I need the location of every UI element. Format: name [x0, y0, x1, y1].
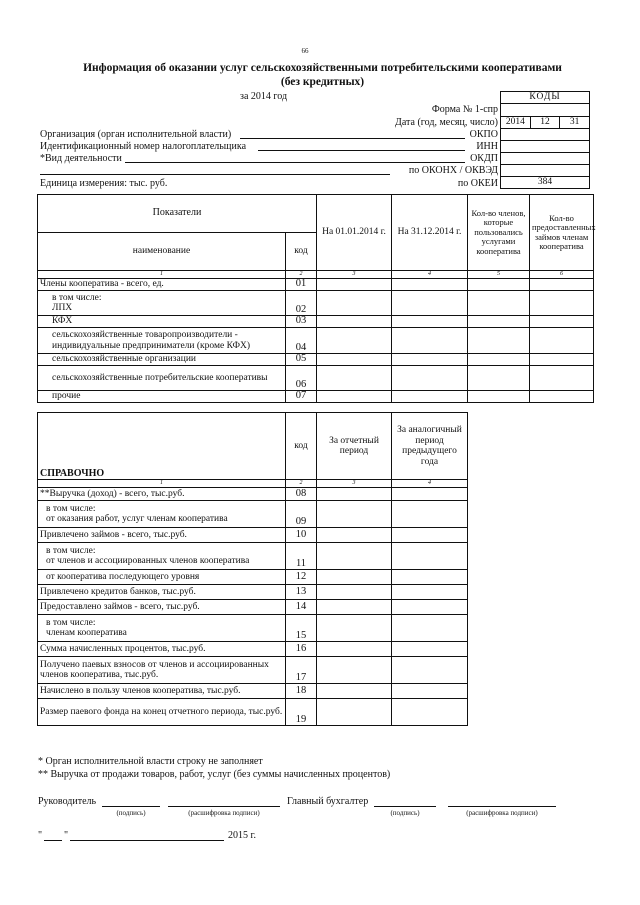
row-name: в том числе: членам кооператива: [38, 615, 286, 642]
colnum: 3: [317, 480, 392, 488]
value-cell[interactable]: [392, 501, 468, 528]
row-name: сельскохозяйственные потребительские кооперативы: [38, 366, 286, 391]
value-cell[interactable]: [392, 354, 468, 366]
okdp-cell[interactable]: [501, 153, 590, 165]
colnum: 4: [392, 480, 468, 488]
row-code: 04: [286, 328, 317, 354]
row-name: Сумма начисленных процентов, тыс.руб.: [38, 642, 286, 657]
row-name: в том числе: от членов и ассоциированных членов кооператива: [38, 543, 286, 570]
value-cell[interactable]: [317, 570, 392, 585]
title-line1: Информация об оказании услуг сельскохозяйственными потребительскими кооперативами: [83, 62, 562, 74]
table-row: [38, 391, 594, 403]
row-name: в том числе: от оказания работ, услуг членам кооператива: [38, 501, 286, 528]
value-cell[interactable]: [317, 488, 392, 501]
reference-table: [37, 412, 468, 726]
table-row: [38, 316, 594, 328]
year-label: 2015 г.: [228, 830, 256, 841]
org-field[interactable]: [240, 128, 465, 139]
value-cell[interactable]: [468, 391, 530, 403]
period-label: за 2014 год: [240, 91, 288, 102]
table-row: [38, 699, 468, 726]
value-cell[interactable]: [317, 528, 392, 543]
head-decode-field[interactable]: [168, 796, 280, 807]
accountant-decode-caption: (расшифровка подписи): [466, 809, 538, 817]
table-row: [38, 585, 468, 600]
colnum: 2: [286, 271, 317, 279]
table-row: [38, 600, 468, 615]
value-cell[interactable]: [317, 600, 392, 615]
accountant-signature-field[interactable]: [374, 796, 436, 807]
date-month[interactable]: 12: [530, 117, 560, 129]
header-prev-period: За аналогичный период предыдущего года: [392, 413, 468, 480]
value-cell[interactable]: [530, 316, 594, 328]
table-row: [38, 570, 468, 585]
value-cell[interactable]: [468, 291, 530, 316]
table-row: [38, 642, 468, 657]
unit-label: Единица измерения: тыс. руб.: [40, 178, 168, 189]
header-members-used: Кол-во членов, которые пользовались услугами кооператива: [468, 195, 530, 271]
row-name: Предоставлено займов - всего, тыс.руб.: [38, 600, 286, 615]
row-code: 13: [286, 585, 317, 600]
value-cell[interactable]: [317, 354, 392, 366]
value-cell[interactable]: [468, 279, 530, 291]
value-cell[interactable]: [392, 366, 468, 391]
value-cell[interactable]: [392, 684, 468, 699]
value-cell[interactable]: [317, 684, 392, 699]
header-loans: Кол-во предоставленных займов членам кооператива: [530, 195, 594, 271]
accountant-decode-field[interactable]: [448, 796, 556, 807]
head-sig-caption: (подпись): [116, 809, 146, 817]
value-cell[interactable]: [317, 699, 392, 726]
accountant-label: Главный бухгалтер: [287, 796, 369, 807]
table-row: [38, 279, 594, 291]
okonh-label: по ОКОНХ / ОКВЭД: [408, 165, 498, 176]
row-code: 06: [286, 366, 317, 391]
okei-label: по ОКЕИ: [457, 178, 498, 189]
value-cell[interactable]: [392, 391, 468, 403]
header-reference: СПРАВОЧНО: [38, 413, 286, 480]
month-field[interactable]: [70, 830, 224, 841]
row-name: прочие: [38, 391, 286, 403]
value-cell[interactable]: [392, 657, 468, 684]
row-name: Привлечено займов - всего, тыс.руб.: [38, 528, 286, 543]
table-row: [38, 328, 594, 354]
value-cell[interactable]: [392, 615, 468, 642]
row-name: Начислено в пользу членов кооператива, тыс.руб.: [38, 684, 286, 699]
value-cell[interactable]: [317, 316, 392, 328]
row-name: Получено паевых взносов от членов и ассоциированных членов кооператива, тыс.руб.: [38, 657, 286, 684]
header-date2: На 31.12.2014 г.: [392, 195, 468, 271]
value-cell[interactable]: [530, 391, 594, 403]
value-cell[interactable]: [317, 291, 392, 316]
value-cell[interactable]: [392, 600, 468, 615]
row-name: сельскохозяйственные организации: [38, 354, 286, 366]
org-label: Организация (орган исполнительной власти): [40, 129, 232, 140]
head-decode-caption: (расшифровка подписи): [188, 809, 260, 817]
value-cell[interactable]: [317, 642, 392, 657]
row-code: 08: [286, 488, 317, 501]
okdp-label: ОКДП: [470, 153, 498, 164]
row-code: 05: [286, 354, 317, 366]
value-cell[interactable]: [317, 328, 392, 354]
inn-row-label: Идентификационный номер налогоплательщика: [40, 141, 247, 152]
header-period: За отчетный период: [317, 413, 392, 480]
value-cell[interactable]: [392, 316, 468, 328]
colnum: 1: [38, 480, 286, 488]
colnum: 6: [530, 271, 594, 279]
table-row: [38, 501, 468, 528]
head-label: Руководитель: [38, 796, 97, 807]
form-code-cell[interactable]: [501, 104, 590, 117]
codes-table: [500, 91, 590, 189]
value-cell[interactable]: [530, 328, 594, 354]
row-code: 11: [286, 543, 317, 570]
value-cell[interactable]: [317, 279, 392, 291]
header-indicators: Показатели: [38, 195, 317, 233]
inn-cell[interactable]: [501, 141, 590, 153]
value-cell[interactable]: [468, 354, 530, 366]
accountant-sig-caption: (подпись): [390, 809, 420, 817]
row-name: в том числе: ЛПХ: [38, 291, 286, 316]
header-code: код: [286, 233, 317, 271]
row-name: КФХ: [38, 316, 286, 328]
value-cell[interactable]: [392, 291, 468, 316]
activity-field-2[interactable]: [40, 164, 390, 175]
form-label: Форма № 1-спр: [431, 104, 498, 115]
row-code: 17: [286, 657, 317, 684]
date-quote-close: ": [64, 830, 69, 841]
okonh-cell[interactable]: [501, 165, 590, 177]
value-cell[interactable]: [392, 543, 468, 570]
members-table: [37, 194, 594, 403]
value-cell[interactable]: [392, 585, 468, 600]
okpo-cell[interactable]: [501, 129, 590, 141]
inn-label: ИНН: [476, 141, 498, 152]
day-field[interactable]: [44, 830, 62, 841]
value-cell[interactable]: [317, 391, 392, 403]
value-cell[interactable]: [392, 642, 468, 657]
row-code: 12: [286, 570, 317, 585]
value-cell[interactable]: [468, 328, 530, 354]
activity-label: *Вид деятельности: [40, 153, 122, 164]
table-row: [38, 615, 468, 642]
row-code: 09: [286, 501, 317, 528]
row-code: 14: [286, 600, 317, 615]
value-cell[interactable]: [468, 316, 530, 328]
row-name: Члены кооператива - всего, ед.: [38, 279, 286, 291]
header-code: код: [286, 413, 317, 480]
row-name: сельскохозяйственные товаропроизводители - индивидуальные предприниматели (кроме КФХ): [38, 328, 286, 354]
row-code: 01: [286, 279, 317, 291]
row-code: 03: [286, 316, 317, 328]
head-signature-field[interactable]: [102, 796, 160, 807]
value-cell[interactable]: [530, 279, 594, 291]
value-cell[interactable]: [317, 543, 392, 570]
colnum: 5: [468, 271, 530, 279]
page-number: 66: [301, 47, 309, 55]
inn-field[interactable]: [258, 140, 465, 151]
date-day[interactable]: 31: [560, 117, 590, 129]
date-label: Дата (год, месяц, число): [395, 117, 498, 128]
okei-value[interactable]: 384: [501, 177, 590, 189]
value-cell[interactable]: [392, 328, 468, 354]
row-code: 19: [286, 699, 317, 726]
footnote-1: * Орган исполнительной власти строку не заполняет: [38, 756, 263, 767]
value-cell[interactable]: [392, 488, 468, 501]
colnum: 4: [392, 271, 468, 279]
value-cell[interactable]: [317, 366, 392, 391]
okpo-label: ОКПО: [469, 129, 498, 140]
table-row: [38, 543, 468, 570]
value-cell[interactable]: [317, 585, 392, 600]
row-code: 02: [286, 291, 317, 316]
value-cell[interactable]: [317, 501, 392, 528]
row-code: 18: [286, 684, 317, 699]
value-cell[interactable]: [317, 657, 392, 684]
row-code: 15: [286, 615, 317, 642]
value-cell[interactable]: [392, 279, 468, 291]
value-cell[interactable]: [530, 354, 594, 366]
colnum: 1: [38, 271, 286, 279]
row-name: Привлечено кредитов банков, тыс.руб.: [38, 585, 286, 600]
value-cell[interactable]: [392, 570, 468, 585]
row-code: 16: [286, 642, 317, 657]
colnum: 3: [317, 271, 392, 279]
row-code: 07: [286, 391, 317, 403]
row-name: Размер паевого фонда на конец отчетного периода, тыс.руб.: [38, 699, 286, 726]
colnum: 2: [286, 480, 317, 488]
value-cell[interactable]: [317, 615, 392, 642]
date-year[interactable]: 2014: [501, 117, 531, 129]
value-cell[interactable]: [530, 291, 594, 316]
header-date1: На 01.01.2014 г.: [317, 195, 392, 271]
table-row: [38, 684, 468, 699]
header-name: наименование: [38, 233, 286, 271]
table-row: [38, 291, 594, 316]
value-cell[interactable]: [468, 366, 530, 391]
value-cell[interactable]: [530, 366, 594, 391]
table-row: [38, 528, 468, 543]
row-code: 10: [286, 528, 317, 543]
value-cell[interactable]: [392, 699, 468, 726]
codes-header: КОДЫ: [501, 92, 590, 104]
table-row: [38, 366, 594, 391]
table-row: [38, 488, 468, 501]
table-row: [38, 657, 468, 684]
date-quote-open: ": [38, 830, 43, 841]
title-line2: (без кредитных): [280, 76, 365, 88]
row-name: от кооператива последующего уровня: [38, 570, 286, 585]
activity-field[interactable]: [125, 152, 465, 163]
table-row: [38, 354, 594, 366]
footnote-2: ** Выручка от продажи товаров, работ, услуг (без суммы начисленных процентов): [38, 769, 391, 780]
value-cell[interactable]: [392, 528, 468, 543]
row-name: **Выручка (доход) - всего, тыс.руб.: [38, 488, 286, 501]
